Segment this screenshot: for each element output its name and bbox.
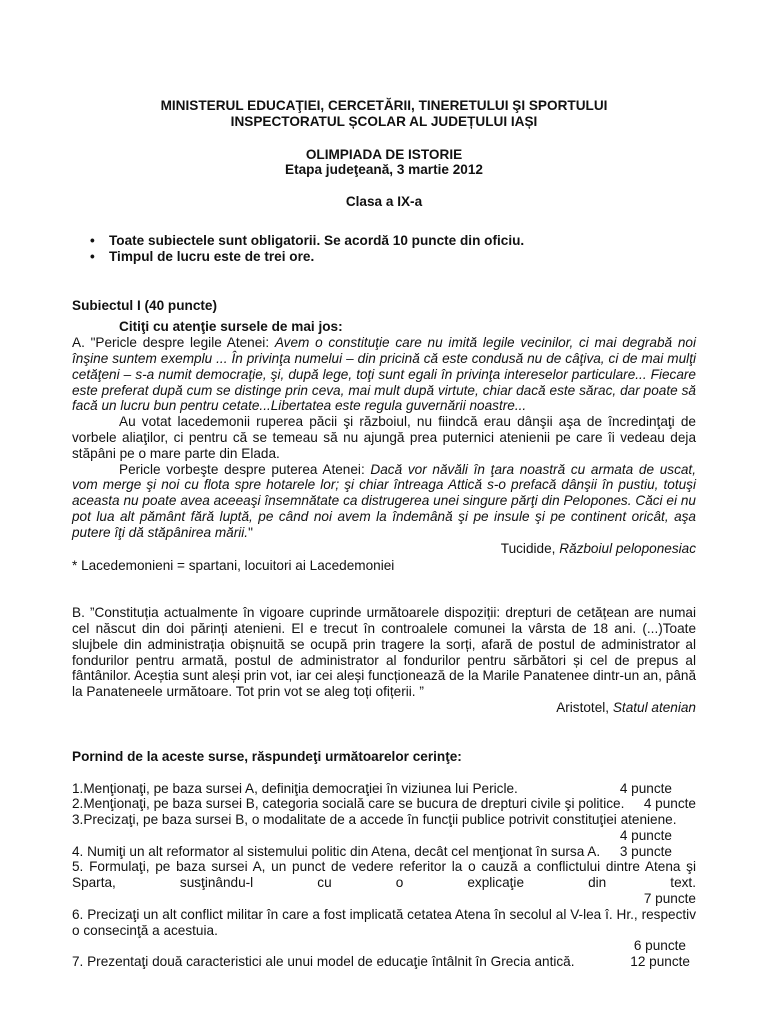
requirement-item: 7. Prezentaţi două caracteristici ale unui model de educaţie întâlnit în Grecia antică. 12 puncte bbox=[72, 954, 690, 970]
rule-item: • Timpul de lucru este de trei ore. bbox=[90, 248, 315, 264]
source-a-paragraph-3: Pericle vorbeşte despre puterea Atenei: Dacă vor năvăli în ţara noastră cu armata de uscat, vom merge şi noi cu flota spre hotarele lor; şi chiar întreaga Attică s-o prefacă dânşii în pustiu, totuşi aceasta nu poate avea aceeaşi însemnătate ca distrugerea unei singure părţi din Pelopones. Căci ei nu pot lua alt pământ fără luptă, pe când noi avem la îndemână şi pe insule şi pe continent oricât, aşa putere îţi dă stăpânirea mării." bbox=[72, 461, 696, 540]
points-label: 3 puncte bbox=[619, 843, 672, 859]
requirements-list bbox=[72, 781, 696, 971]
rule-item: • Toate subiectele sunt obligatorii. Se acordă 10 puncte din oficiu. bbox=[90, 232, 525, 248]
source-a-citation: Tucidide, Războiul peloponesiac bbox=[500, 540, 696, 556]
requirements-intro: Pornind de la aceste surse, răspundeţi următoarelor cerinţe: bbox=[72, 748, 462, 764]
points-label: 4 puncte bbox=[619, 780, 672, 796]
requirement-item: 4. Numiţi un alt reformator al sistemului politic din Atena, decât cel menţionat în sursa A. 3 puncte bbox=[72, 843, 672, 859]
grade-line: Clasa a IX-a bbox=[345, 194, 423, 210]
requirement-item: 6. Precizaţi un alt conflict militar în care a fost implicată cetatea Atena în secolul al V-lea î. Hr., respectiv o consecinţă a acestuia. 6 puncte bbox=[72, 906, 696, 954]
exam-page bbox=[72, 98, 696, 970]
subject-instruction: Citiţi cu atenţie sursele de mai jos: bbox=[119, 319, 343, 335]
olympiad-title: OLIMPIADA DE ISTORIE bbox=[305, 146, 463, 162]
source-b-citation: Aristotel, Statul atenian bbox=[556, 699, 696, 715]
points-label: 6 puncte bbox=[633, 938, 686, 954]
bullet-icon: • bbox=[90, 232, 95, 248]
rules-list bbox=[72, 233, 696, 265]
requirement-item: 1.Menţionaţi, pe baza sursei A, definiţia democraţiei în viziunea lui Pericle. 4 puncte bbox=[72, 780, 672, 796]
source-a-paragraph-1: A. "Pericle despre legile Atenei: Avem o constituţie care nu imită legile vecinilor, ci mai degrabă noi înşine suntem exemplu ... În privinţa numelui – din pricină că este condusă nu de câţiva, ci de mai mulţi cetăţeni – s-a numit democraţie, şi, după lege, toţi sunt egali în privinţa intereselor particulare... Fiecare este preferat după cum se distinge prin ceva, mai mult după virtute, chiar dacă este sărac, dar poate să facă un lucru bun pentru cetate...Libertatea este regula guvernării noastre... bbox=[72, 335, 696, 414]
requirement-item: 5. Formulaţi, pe baza sursei A, un punct de vedere referitor la o cauză a conflictului dintre Atena şi Sparta, susţinându-l cu o explicaţie din text. 7 puncte bbox=[72, 859, 696, 907]
stage-line: Etapa judeţeană, 3 martie 2012 bbox=[285, 162, 483, 178]
inspectorate-line: INSPECTORATUL ȘCOLAR AL JUDEȚULUI IAȘI bbox=[230, 113, 538, 129]
ministry-line: MINISTERUL EDUCAŢIEI, CERCETĂRII, TINERETULUI ŞI SPORTULUI bbox=[160, 98, 608, 113]
points-label: 12 puncte bbox=[630, 954, 690, 970]
subject-title: Subiectul I (40 puncte) bbox=[72, 297, 218, 313]
requirement-item: 3.Precizaţi, pe baza sursei B, o modalitate de a accede în funcţii publice potrivit constituţiei ateniene. 4 puncte bbox=[72, 812, 677, 843]
source-b-paragraph: B. ”Constituția actualmente în vigoare cuprinde următoarele dispoziții: drepturi de cetățean are numai cel născut din doi părinți atenieni. El e trecut în controalele comunei la vârsta de 18 ani. (...)Toate slujbele din administrația obișnuită se ocupă prin tragere la sorți, afară de postul de administrator al fondurilor pentru armată, postul de administrator al fondurilor pentru sărbători și cel de prepus al fântânilor. Aceștia sunt aleși prin vot, iar cei aleși funcționează de la Marile Panatenee dintr-un an, până la Panateneele următoare. Tot prin vot se aleg toți ofițerii. ” bbox=[72, 605, 696, 700]
source-a-paragraph-2: Au votat lacedemonii ruperea păcii şi războiul, nu fiindcă erau dânşii aşa de încredinţaţi de vorbele aliaţilor, ci pentru că se temeau să nu ajungă prea puternici atenienii pe care îi vedeau deja stăpâni pe o mare parte din Elada. bbox=[72, 414, 696, 461]
requirement-item: 2.Menţionaţi, pe baza sursei B, categoria socială care se bucura de drepturi civile şi politice. 4 puncte bbox=[72, 796, 696, 812]
points-label: 4 puncte bbox=[643, 796, 696, 812]
bullet-icon: • bbox=[90, 248, 95, 264]
points-label: 4 puncte bbox=[619, 827, 672, 843]
points-label: 7 puncte bbox=[643, 891, 696, 907]
footnote: * Lacedemonieni = spartani, locuitori ai Lacedemoniei bbox=[72, 558, 395, 574]
